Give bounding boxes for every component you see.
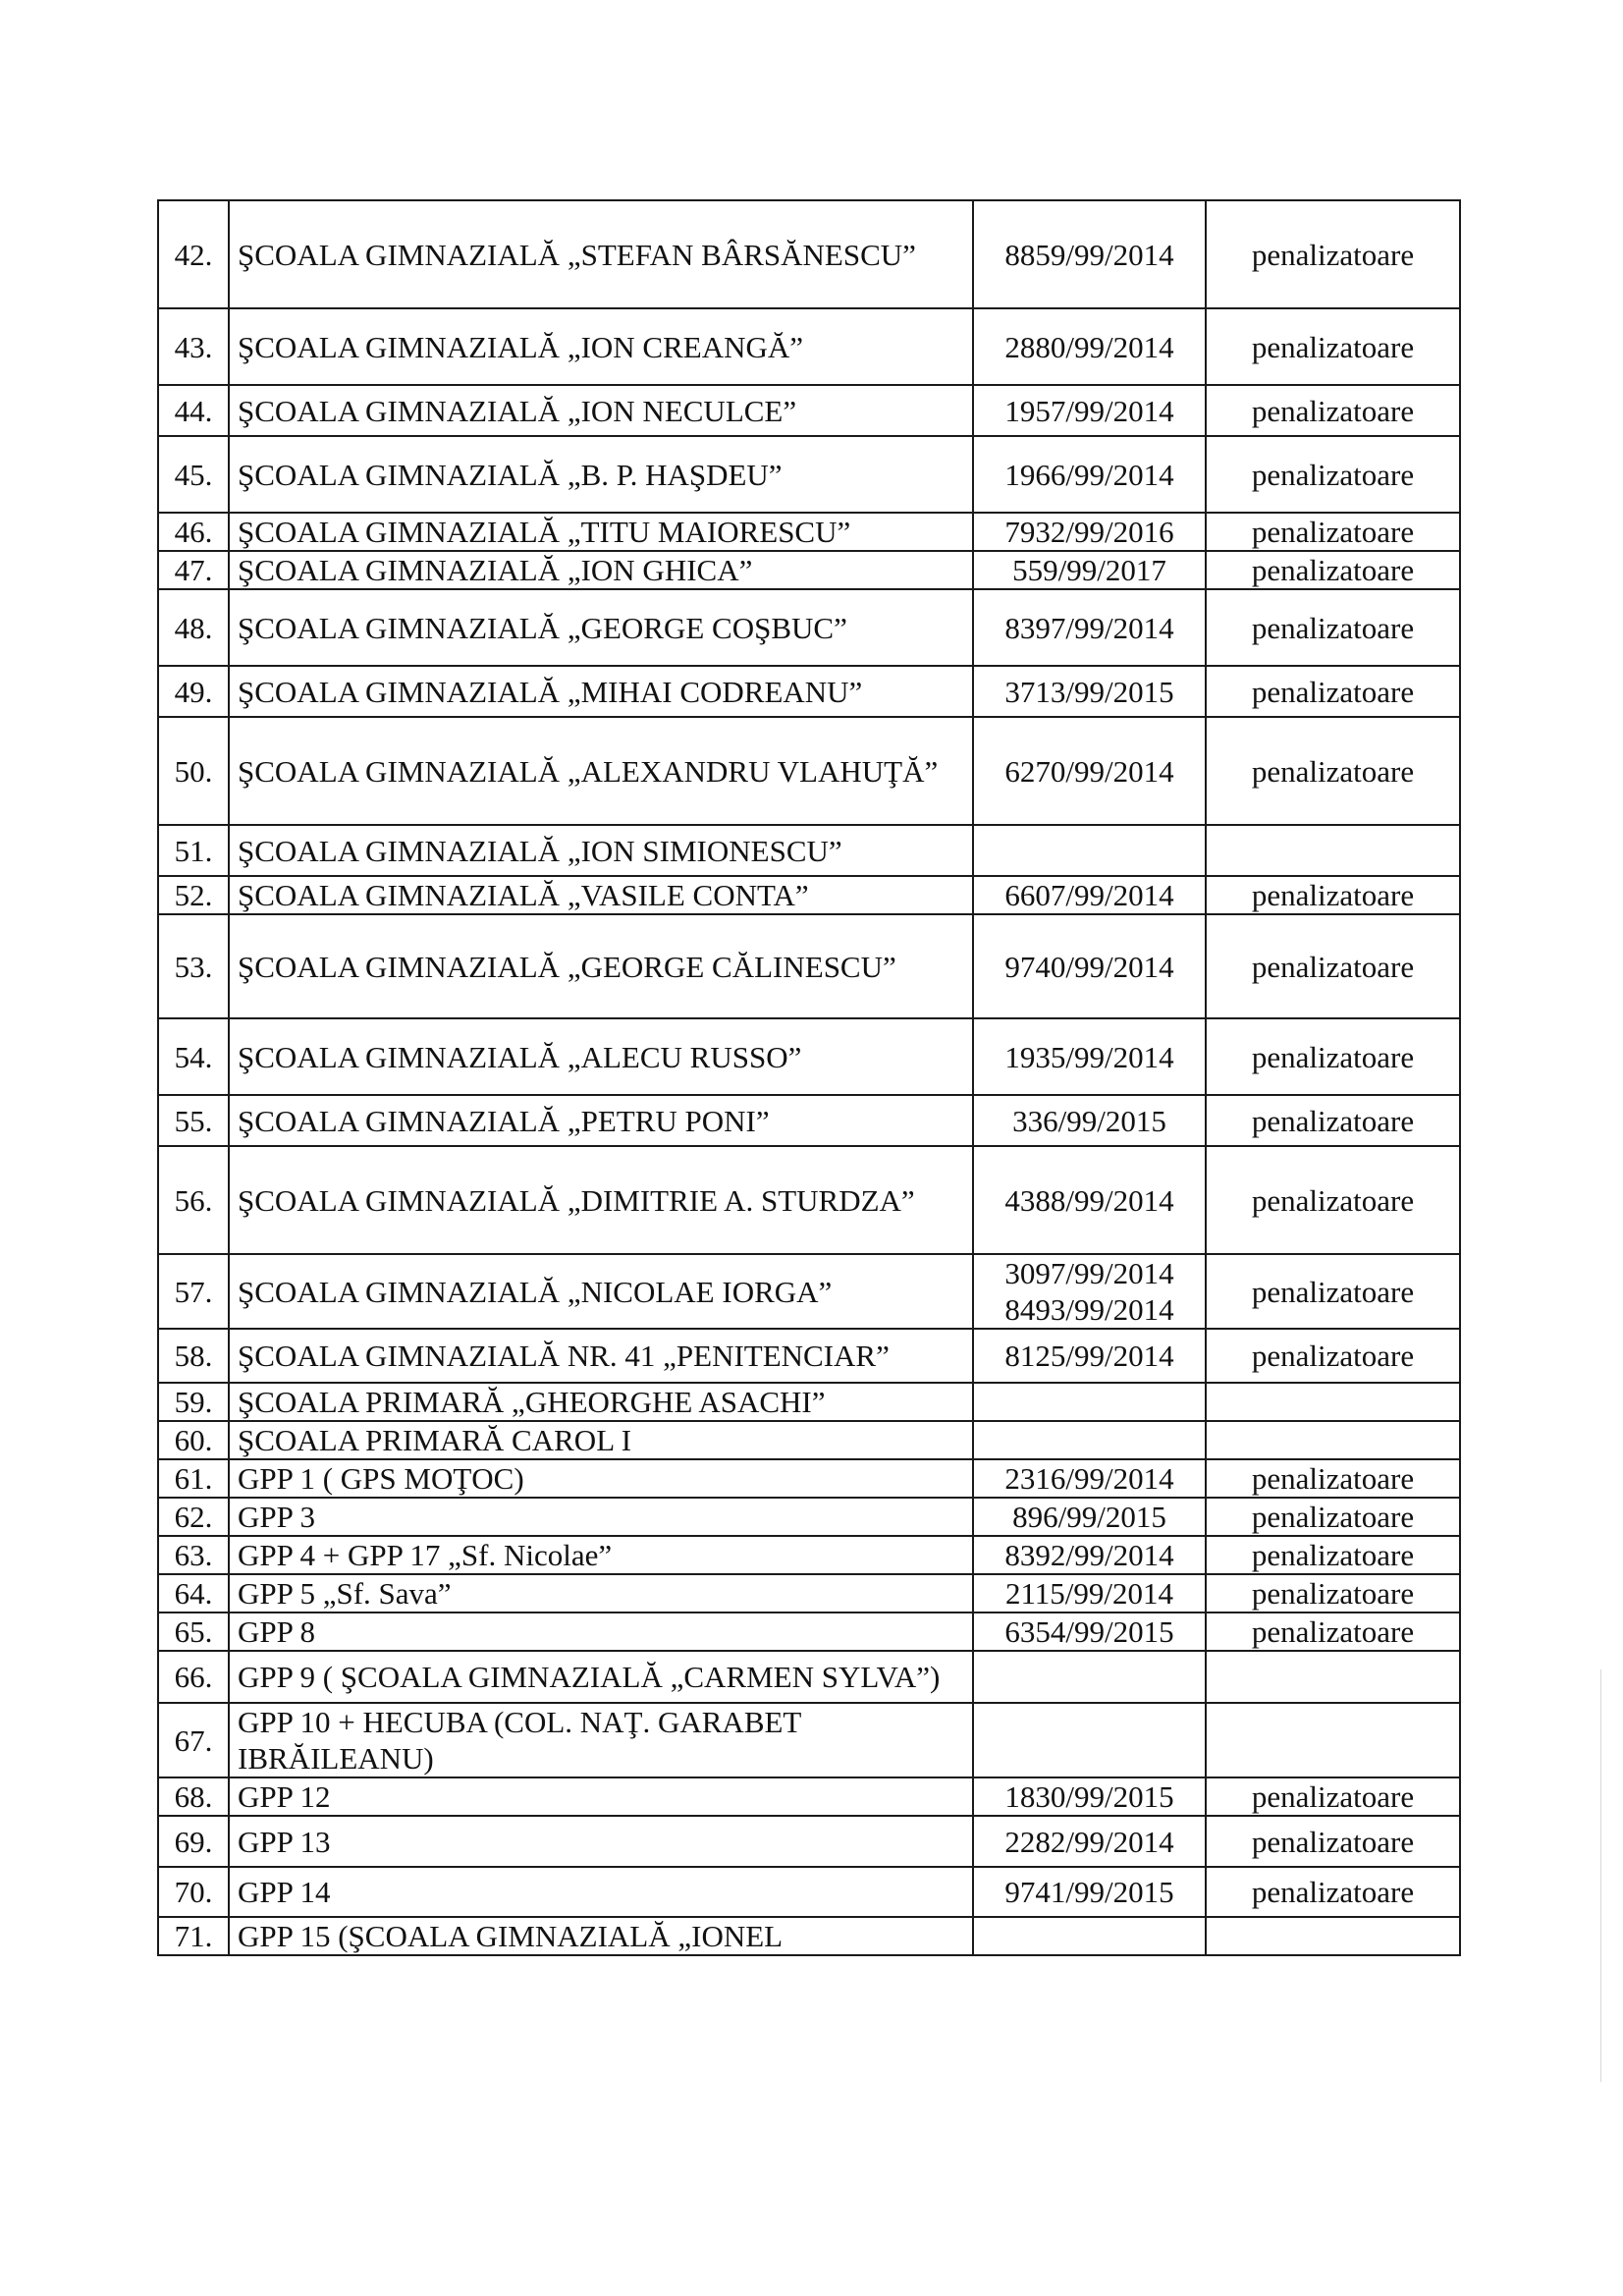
table-row <box>158 1383 1460 1421</box>
registration-number: 1957/99/2014 <box>1004 393 1174 428</box>
school-name: ŞCOALA GIMNAZIALĂ „GEORGE COŞBUC” <box>229 589 973 666</box>
school-name: ŞCOALA GIMNAZIALĂ „NICOLAE IORGA” <box>229 1254 973 1329</box>
registration-cell <box>973 717 1206 825</box>
table-row <box>158 1777 1460 1816</box>
registration-cell <box>973 1459 1206 1498</box>
registration-cell <box>973 1651 1206 1703</box>
row-number: 64. <box>158 1574 229 1613</box>
registration-cell <box>973 589 1206 666</box>
status-cell: penalizatoare <box>1206 1146 1460 1254</box>
status-cell: penalizatoare <box>1206 385 1460 436</box>
school-name: GPP 5 „Sf. Sava” <box>229 1574 973 1613</box>
status-cell: penalizatoare <box>1206 308 1460 385</box>
registration-cell <box>973 1095 1206 1146</box>
registration-cell <box>973 385 1206 436</box>
school-name: ŞCOALA GIMNAZIALĂ „B. P. HAŞDEU” <box>229 436 973 513</box>
table-row <box>158 436 1460 513</box>
status-cell: penalizatoare <box>1206 1095 1460 1146</box>
row-number: 59. <box>158 1383 229 1421</box>
school-name: GPP 12 <box>229 1777 973 1816</box>
table-row <box>158 385 1460 436</box>
status-cell: penalizatoare <box>1206 1574 1460 1613</box>
row-number: 57. <box>158 1254 229 1329</box>
table-row <box>158 1536 1460 1574</box>
registration-number: 1830/99/2015 <box>1004 1779 1174 1814</box>
school-name: ŞCOALA GIMNAZIALĂ „DIMITRIE A. STURDZA” <box>229 1146 973 1254</box>
registration-number: 6607/99/2014 <box>1004 878 1174 912</box>
row-number: 47. <box>158 551 229 589</box>
registration-number: 6270/99/2014 <box>1004 753 1174 789</box>
registration-cell <box>973 666 1206 717</box>
table-row <box>158 666 1460 717</box>
registration-cell <box>973 200 1206 308</box>
status-cell <box>1206 1651 1460 1703</box>
registration-number: 336/99/2015 <box>1012 1103 1166 1138</box>
registration-number: 896/99/2015 <box>1012 1500 1166 1534</box>
status-cell: penalizatoare <box>1206 666 1460 717</box>
row-number: 46. <box>158 513 229 551</box>
registration-cell <box>973 1613 1206 1651</box>
row-number: 63. <box>158 1536 229 1574</box>
table-row <box>158 308 1460 385</box>
status-cell: penalizatoare <box>1206 1816 1460 1867</box>
school-name: GPP 10 + HECUBA (COL. NAŢ. GARABET IBRĂILEANU) <box>229 1703 973 1777</box>
registration-cell <box>973 1329 1206 1383</box>
registration-number: 8493/99/2014 <box>1004 1292 1174 1327</box>
row-number: 67. <box>158 1703 229 1777</box>
registration-number: 2316/99/2014 <box>1004 1461 1174 1496</box>
row-number: 42. <box>158 200 229 308</box>
row-number: 71. <box>158 1917 229 1955</box>
table-row <box>158 1095 1460 1146</box>
registration-cell <box>973 914 1206 1018</box>
scan-margin-line <box>1600 1669 1601 2082</box>
row-number: 50. <box>158 717 229 825</box>
table-row <box>158 876 1460 914</box>
school-name: GPP 3 <box>229 1498 973 1536</box>
table-body <box>158 200 1460 1955</box>
registration-number: 6354/99/2015 <box>1004 1614 1174 1649</box>
table-row <box>158 1146 1460 1254</box>
row-number: 56. <box>158 1146 229 1254</box>
registration-cell <box>973 1383 1206 1421</box>
school-name: GPP 8 <box>229 1613 973 1651</box>
registration-number: 8397/99/2014 <box>1004 610 1174 645</box>
school-name: ŞCOALA GIMNAZIALĂ „ALEXANDRU VLAHUŢĂ” <box>229 717 973 825</box>
row-number: 55. <box>158 1095 229 1146</box>
status-cell: penalizatoare <box>1206 1777 1460 1816</box>
status-cell: penalizatoare <box>1206 717 1460 825</box>
status-cell: penalizatoare <box>1206 589 1460 666</box>
status-cell: penalizatoare <box>1206 1498 1460 1536</box>
registration-number: 559/99/2017 <box>1012 553 1166 587</box>
school-name: ŞCOALA PRIMARĂ CAROL I <box>229 1421 973 1459</box>
school-name: GPP 15 (ŞCOALA GIMNAZIALĂ „IONEL <box>229 1917 973 1955</box>
status-cell: penalizatoare <box>1206 1536 1460 1574</box>
registration-number: 8125/99/2014 <box>1004 1339 1174 1373</box>
table-row <box>158 1651 1460 1703</box>
status-cell <box>1206 825 1460 876</box>
status-cell <box>1206 1703 1460 1777</box>
table-row <box>158 717 1460 825</box>
registration-cell <box>973 308 1206 385</box>
row-number: 43. <box>158 308 229 385</box>
table-row <box>158 1459 1460 1498</box>
status-cell: penalizatoare <box>1206 876 1460 914</box>
status-cell <box>1206 1421 1460 1459</box>
registration-cell <box>973 436 1206 513</box>
registration-number: 1935/99/2014 <box>1004 1039 1174 1074</box>
row-number: 60. <box>158 1421 229 1459</box>
table-row <box>158 1703 1460 1777</box>
status-cell: penalizatoare <box>1206 1329 1460 1383</box>
registration-cell <box>973 1703 1206 1777</box>
status-cell: penalizatoare <box>1206 436 1460 513</box>
status-cell: penalizatoare <box>1206 1459 1460 1498</box>
row-number: 66. <box>158 1651 229 1703</box>
registration-cell <box>973 1777 1206 1816</box>
school-name: GPP 1 ( GPS MOŢOC) <box>229 1459 973 1498</box>
school-name: ŞCOALA GIMNAZIALĂ „VASILE CONTA” <box>229 876 973 914</box>
school-name: ŞCOALA GIMNAZIALĂ „ION NECULCE” <box>229 385 973 436</box>
registration-cell <box>973 551 1206 589</box>
registration-cell <box>973 1018 1206 1095</box>
status-cell: penalizatoare <box>1206 1254 1460 1329</box>
registration-number: 9741/99/2015 <box>1004 1875 1174 1909</box>
table-row <box>158 1329 1460 1383</box>
row-number: 52. <box>158 876 229 914</box>
status-cell: penalizatoare <box>1206 1018 1460 1095</box>
registration-cell <box>973 1867 1206 1917</box>
status-cell: penalizatoare <box>1206 1613 1460 1651</box>
table-row <box>158 1867 1460 1917</box>
registration-cell <box>973 1421 1206 1459</box>
school-name: GPP 9 ( ŞCOALA GIMNAZIALĂ „CARMEN SYLVA”) <box>229 1651 973 1703</box>
registration-cell <box>973 1536 1206 1574</box>
school-name: ŞCOALA GIMNAZIALĂ „ION CREANGĂ” <box>229 308 973 385</box>
registration-number: 8859/99/2014 <box>1004 237 1174 272</box>
row-number: 70. <box>158 1867 229 1917</box>
table-row <box>158 1613 1460 1651</box>
row-number: 58. <box>158 1329 229 1383</box>
row-number: 62. <box>158 1498 229 1536</box>
registration-cell <box>973 1146 1206 1254</box>
row-number: 44. <box>158 385 229 436</box>
table-row <box>158 200 1460 308</box>
school-name: ŞCOALA GIMNAZIALĂ NR. 41 „PENITENCIAR” <box>229 1329 973 1383</box>
table-row <box>158 1816 1460 1867</box>
table-row <box>158 1574 1460 1613</box>
registration-number: 8392/99/2014 <box>1004 1538 1174 1572</box>
registration-cell <box>973 1574 1206 1613</box>
school-name: ŞCOALA GIMNAZIALĂ „STEFAN BÂRSĂNESCU” <box>229 200 973 308</box>
registration-number: 2115/99/2014 <box>1004 1576 1174 1611</box>
row-number: 69. <box>158 1816 229 1867</box>
school-name: ŞCOALA GIMNAZIALĂ „ION GHICA” <box>229 551 973 589</box>
school-name: GPP 4 + GPP 17 „Sf. Nicolae” <box>229 1536 973 1574</box>
school-name: ŞCOALA GIMNAZIALĂ „PETRU PONI” <box>229 1095 973 1146</box>
status-cell: penalizatoare <box>1206 513 1460 551</box>
row-number: 54. <box>158 1018 229 1095</box>
schools-table <box>157 199 1461 1956</box>
table-row <box>158 914 1460 1018</box>
row-number: 65. <box>158 1613 229 1651</box>
school-name: ŞCOALA GIMNAZIALĂ „TITU MAIORESCU” <box>229 513 973 551</box>
status-cell: penalizatoare <box>1206 1867 1460 1917</box>
row-number: 53. <box>158 914 229 1018</box>
registration-number: 2282/99/2014 <box>1004 1824 1174 1859</box>
row-number: 68. <box>158 1777 229 1816</box>
table-row <box>158 1917 1460 1955</box>
school-name: ŞCOALA GIMNAZIALĂ „ION SIMIONESCU” <box>229 825 973 876</box>
registration-number: 3097/99/2014 <box>1004 1256 1174 1290</box>
registration-number: 4388/99/2014 <box>1004 1182 1174 1218</box>
table-row <box>158 1421 1460 1459</box>
row-number: 45. <box>158 436 229 513</box>
school-name: GPP 13 <box>229 1816 973 1867</box>
table-row <box>158 1254 1460 1329</box>
status-cell <box>1206 1917 1460 1955</box>
status-cell <box>1206 1383 1460 1421</box>
row-number: 61. <box>158 1459 229 1498</box>
school-name: ŞCOALA GIMNAZIALĂ „GEORGE CĂLINESCU” <box>229 914 973 1018</box>
registration-number: 1966/99/2014 <box>1004 457 1174 492</box>
registration-cell <box>973 825 1206 876</box>
table-row <box>158 551 1460 589</box>
school-name: ŞCOALA GIMNAZIALĂ „MIHAI CODREANU” <box>229 666 973 717</box>
registration-cell <box>973 1254 1206 1329</box>
registration-number: 2880/99/2014 <box>1004 329 1174 364</box>
table-row <box>158 1498 1460 1536</box>
row-number: 51. <box>158 825 229 876</box>
status-cell: penalizatoare <box>1206 551 1460 589</box>
school-name: ŞCOALA PRIMARĂ „GHEORGHE ASACHI” <box>229 1383 973 1421</box>
registration-cell <box>973 1917 1206 1955</box>
registration-cell <box>973 513 1206 551</box>
registration-number: 3713/99/2015 <box>1004 674 1174 709</box>
registration-number: 7932/99/2016 <box>1004 515 1174 549</box>
registration-cell <box>973 876 1206 914</box>
table-row <box>158 513 1460 551</box>
status-cell: penalizatoare <box>1206 914 1460 1018</box>
row-number: 48. <box>158 589 229 666</box>
registration-number: 9740/99/2014 <box>1004 949 1174 984</box>
table-row <box>158 589 1460 666</box>
row-number: 49. <box>158 666 229 717</box>
school-name: GPP 14 <box>229 1867 973 1917</box>
school-name: ŞCOALA GIMNAZIALĂ „ALECU RUSSO” <box>229 1018 973 1095</box>
table-row <box>158 825 1460 876</box>
status-cell: penalizatoare <box>1206 200 1460 308</box>
registration-cell <box>973 1498 1206 1536</box>
table-row <box>158 1018 1460 1095</box>
registration-cell <box>973 1816 1206 1867</box>
